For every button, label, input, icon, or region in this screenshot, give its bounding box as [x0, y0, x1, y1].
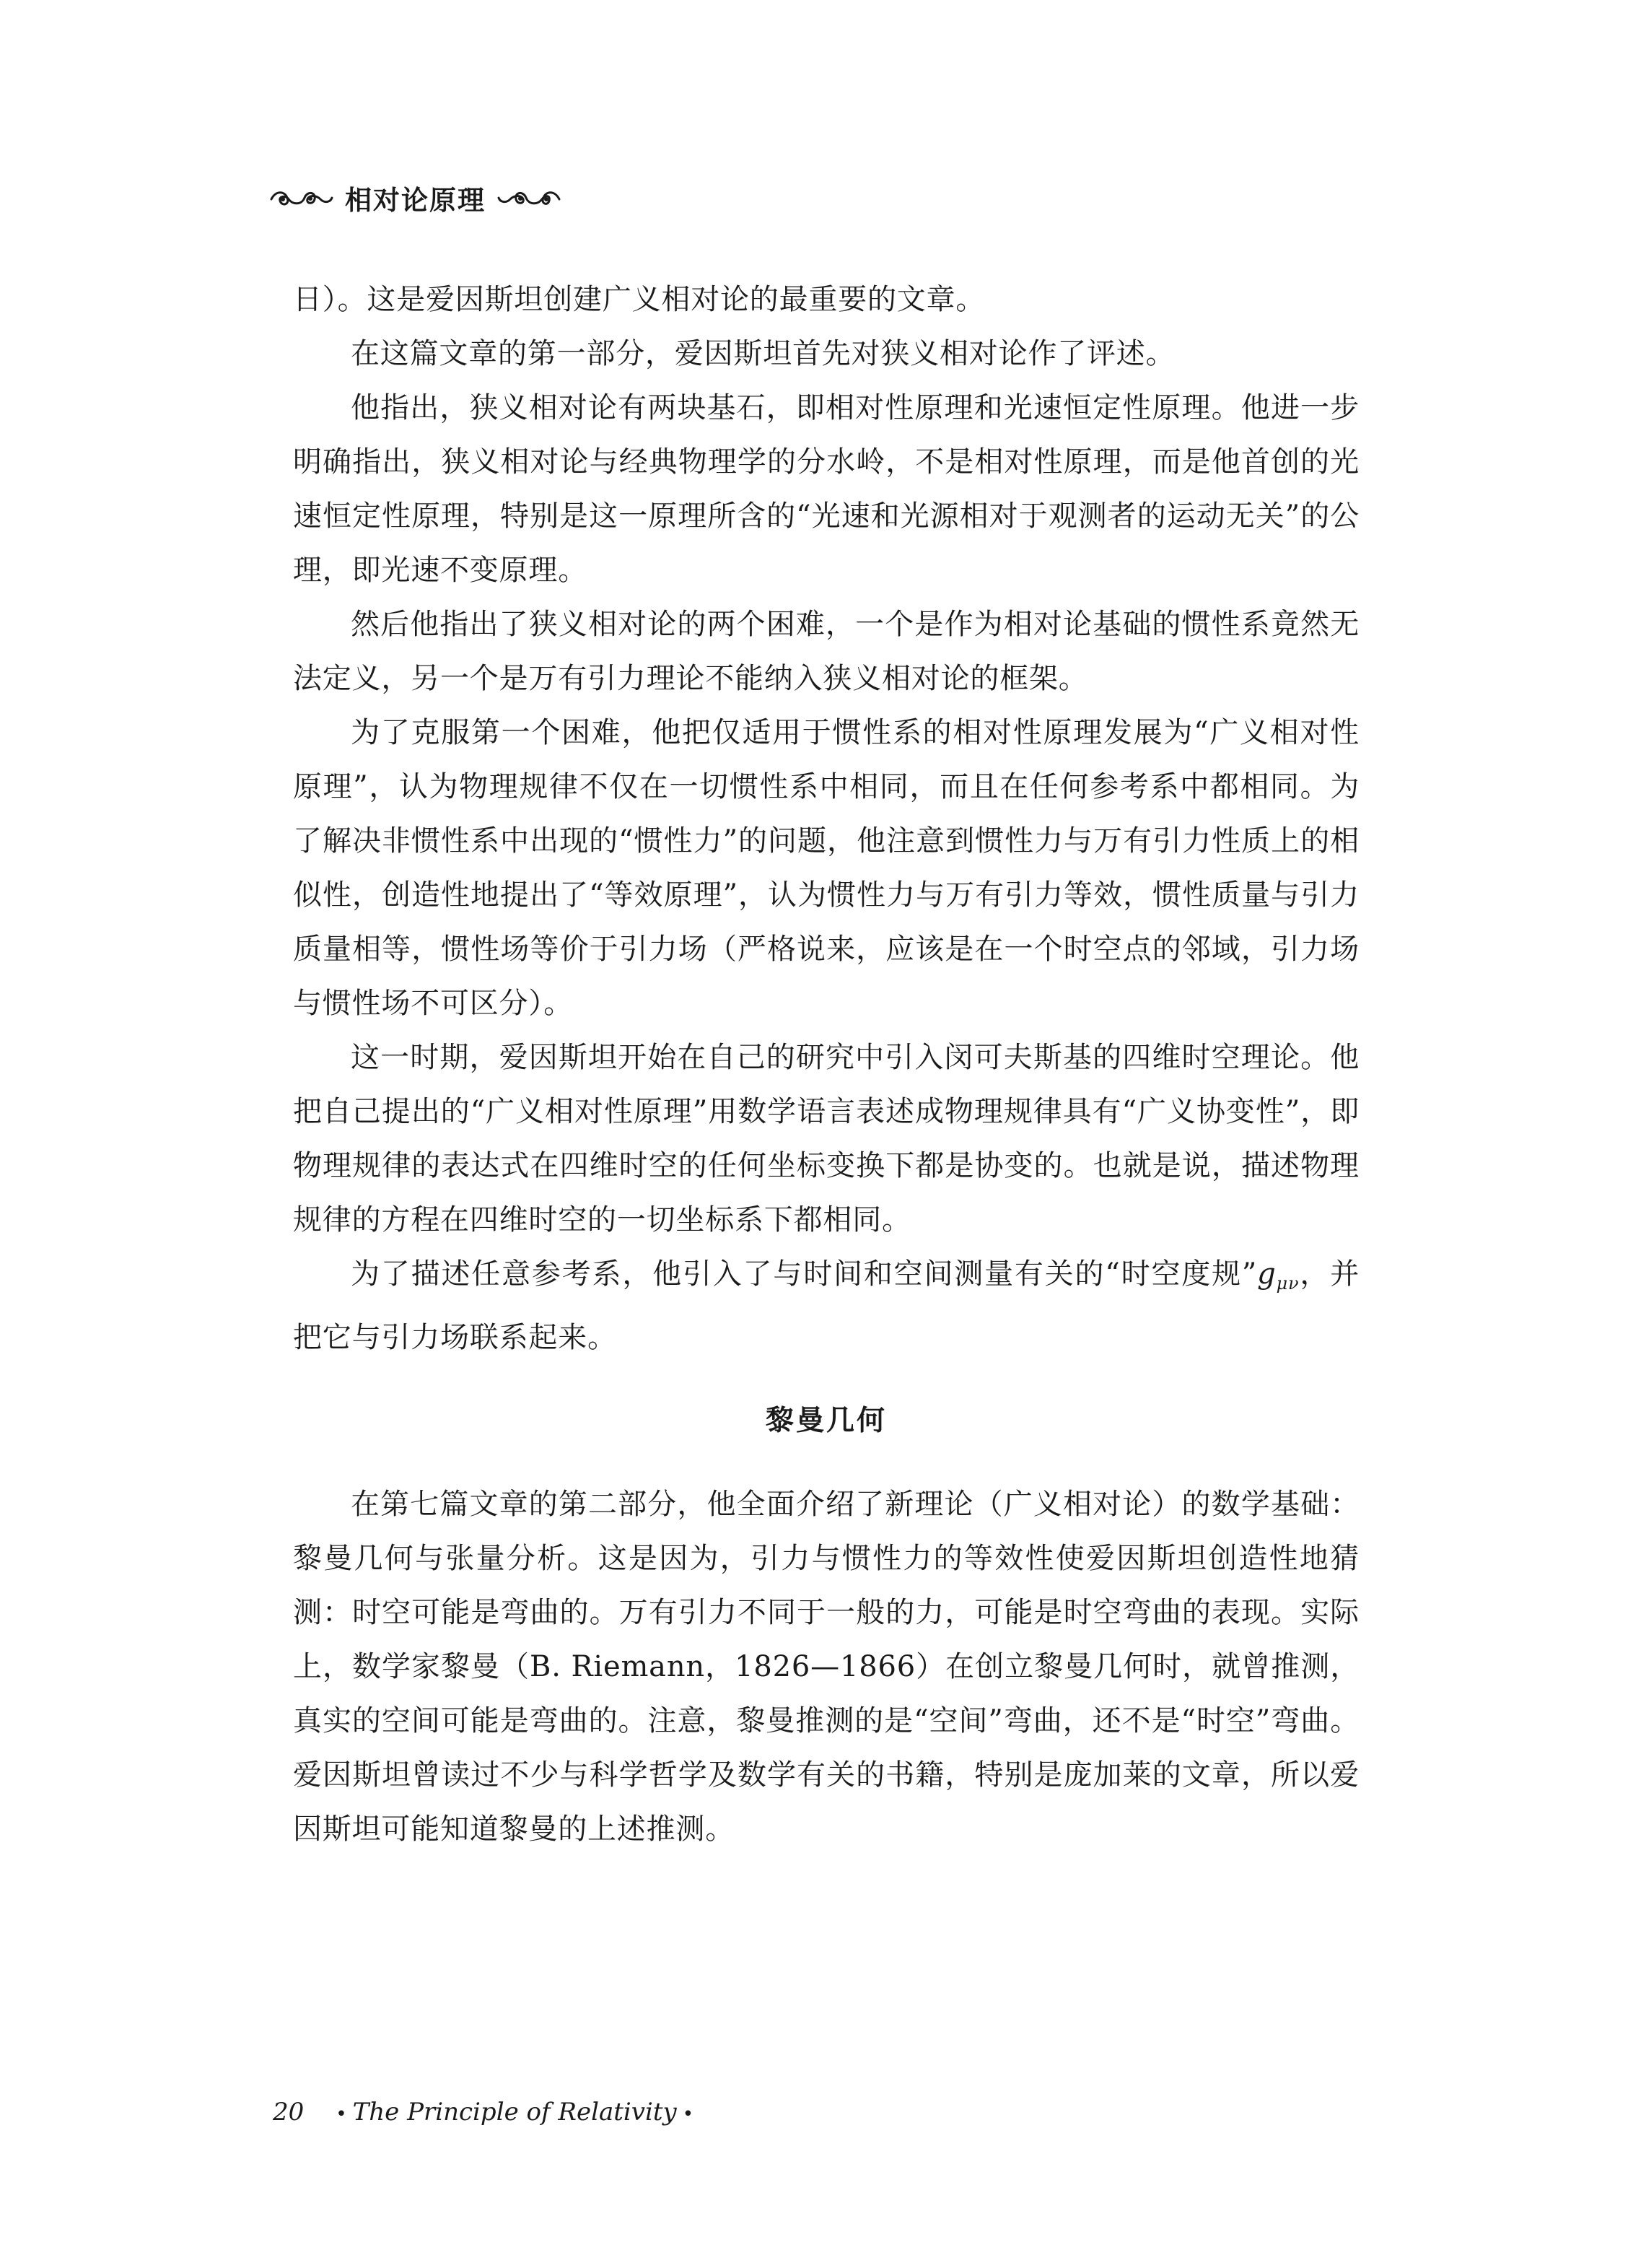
- paragraph-continuation: 日）。这是爱因斯坦创建广义相对论的最重要的文章。: [293, 283, 986, 316]
- paragraph-metric: [293, 1247, 1360, 1365]
- metric-subscript: μν: [1276, 1273, 1300, 1294]
- ornament-right-icon: [496, 183, 562, 212]
- running-footer: [273, 2098, 699, 2127]
- paragraph: 他指出，狭义相对论有两块基石，即相对性原理和光速恒定性原理。他进一步明确指出，狭义相对论与经典物理学的分水岭，不是相对性原理，而是他首创的光速恒定性原理，特别是这一原理所含的“光速和光源相对于观测者的运动无关”的公理，即光速不变原理。: [293, 391, 1360, 587]
- metric-tensor-symbol: [1257, 1257, 1300, 1294]
- metric-symbol: g: [1257, 1257, 1277, 1291]
- footer-book-title: The Principle of Relativity: [352, 2098, 677, 2127]
- paragraph: 在这篇文章的第一部分，爱因斯坦首先对狭义相对论作了评述。: [351, 337, 1176, 370]
- paragraph: 这一时期，爱因斯坦开始在自己的研究中引入闵可夫斯基的四维时空理论。他把自己提出的“广义相对性原理”用数学语言表述成物理规律具有“广义协变性”，即物理规律的表达式在四维时空的任何坐标变换下都是协变的。也就是说，描述物理规律的方程在四维时空的一切坐标系下都相同。: [293, 1041, 1360, 1237]
- running-header-title: 相对论原理: [345, 185, 486, 216]
- paragraph: 然后他指出了狭义相对论的两个困难，一个是作为相对论基础的惯性系竟然无法定义，另一个是万有引力理论不能纳入狭义相对论的框架。: [293, 608, 1360, 695]
- body-text: [293, 273, 1360, 1857]
- paragraph-text: ，并把它与引力场联系起来。: [293, 1257, 1360, 1354]
- paragraph: 在第七篇文章的第二部分，他全面介绍了新理论（广义相对论）的数学基础：黎曼几何与张量分析。这是因为，引力与惯性力的等效性使爱因斯坦创造性地猜测：时空可能是弯曲的。万有引力不同于一般的力，可能是时空弯曲的表现。实际上，数学家黎曼（B. Riemann，1826—1866）在创立黎曼几何时，就曾推测，真实的空间可能是弯曲的。注意，黎曼推测的是“空间”弯曲，还不是“时空”弯曲。爱因斯坦曾读过不少与科学哲学及数学有关的书籍，特别是庞加莱的文章，所以爱因斯坦可能知道黎曼的上述推测。: [293, 1488, 1360, 1846]
- running-header: [268, 176, 562, 219]
- footer-bullet-right: •: [682, 2103, 694, 2125]
- footer-bullet-left: •: [336, 2103, 347, 2125]
- paragraph: 为了克服第一个困难，他把仅适用于惯性系的相对性原理发展为“广义相对性原理”，认为物理规律不仅在一切惯性系中相同，而且在任何参考系中都相同。为了解决非惯性系中出现的“惯性力”的问题，他注意到惯性力与万有引力性质上的相似性，创造性地提出了“等效原理”，认为惯性力与万有引力等效，惯性质量与引力质量相等，惯性场等价于引力场（严格说来，应该是在一个时空点的邻域，引力场与惯性场不可区分）。: [293, 716, 1360, 1020]
- section-heading: 黎曼几何: [765, 1405, 887, 1437]
- page-number: 20: [273, 2098, 305, 2127]
- paragraph-text: 为了描述任意参考系，他引入了与时间和空间测量有关的“时空度规”: [351, 1257, 1258, 1291]
- ornament-left-icon: [268, 183, 335, 212]
